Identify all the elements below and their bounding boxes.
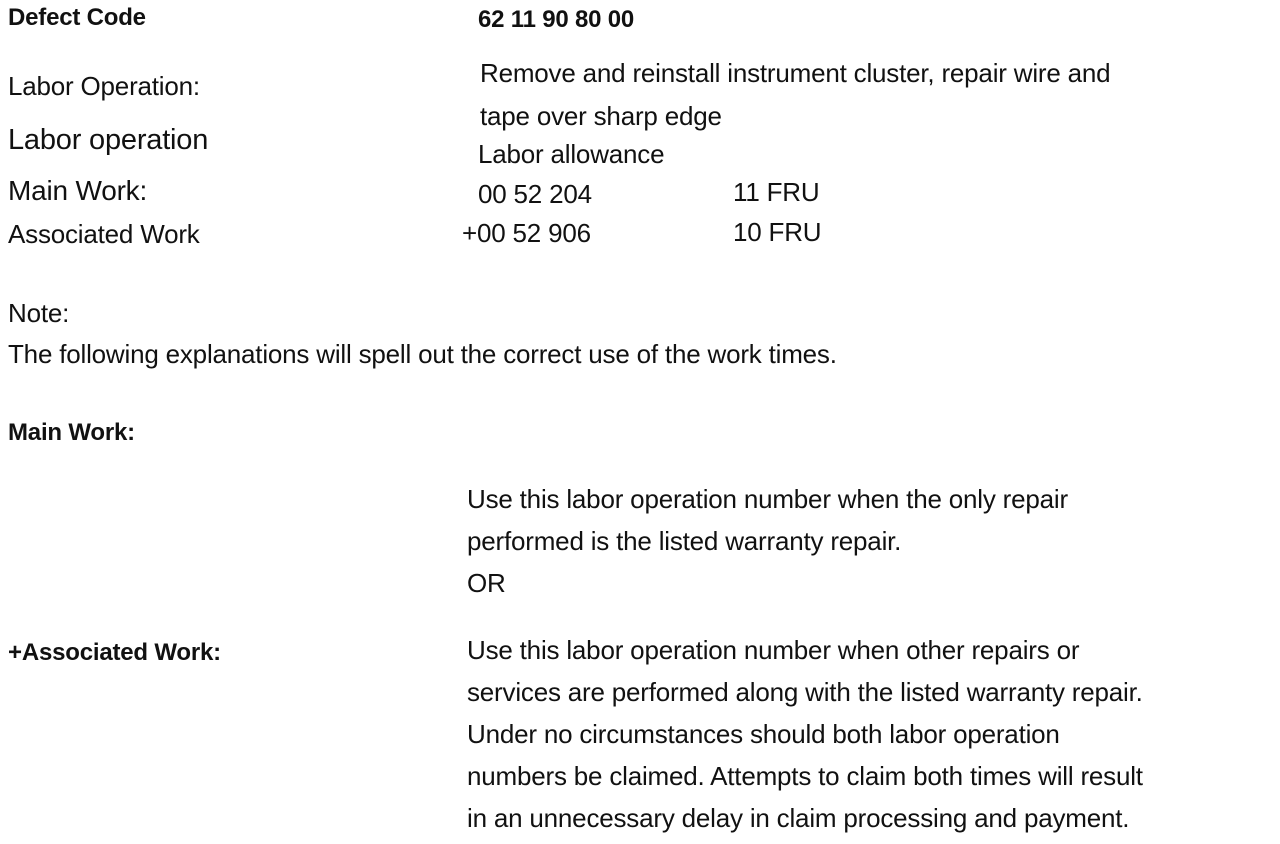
associated-work-row-label: Associated Work: [8, 219, 200, 249]
note-text: The following explanations will spell out the correct use of the work times.: [8, 339, 837, 369]
labor-operation-column-label: Labor operation: [8, 124, 209, 156]
associated-work-line: services are performed along with the listed warranty repair.: [467, 677, 1143, 707]
main-work-line: OR: [467, 568, 506, 598]
main-work-description: [467, 478, 1068, 604]
associated-work-line: Use this labor operation number when other repairs or: [467, 635, 1080, 665]
note-title: Note:: [8, 298, 70, 328]
associated-work-heading: +Associated Work:: [8, 639, 221, 666]
defect-code-value: 62 11 90 80 00: [478, 6, 635, 33]
associated-work-line: in an unnecessary delay in claim processing and payment.: [467, 803, 1130, 833]
associated-work-description: [467, 629, 1143, 839]
defect-code-label: Defect Code: [8, 4, 146, 31]
labor-operation-desc-line2: tape over sharp edge: [480, 101, 722, 131]
main-work-row-label: Main Work:: [8, 175, 148, 206]
associated-work-line: numbers be claimed. Attempts to claim both times will result: [467, 761, 1143, 791]
main-work-row-allowance: 11 FRU: [733, 177, 820, 207]
labor-operation-label: Labor Operation:: [8, 71, 200, 101]
main-work-heading: Main Work:: [8, 419, 135, 446]
associated-work-row-allowance: 10 FRU: [733, 217, 822, 247]
main-work-line: performed is the listed warranty repair.: [467, 526, 902, 556]
associated-work-line: Under no circumstances should both labor operation: [467, 719, 1060, 749]
labor-operation-desc-line1: Remove and reinstall instrument cluster, repair wire and: [480, 58, 1111, 88]
main-work-row-number: 00 52 204: [478, 179, 592, 209]
labor-allowance-column-label: Labor allowance: [478, 139, 665, 169]
associated-work-row-number: +00 52 906: [462, 218, 591, 248]
main-work-line: Use this labor operation number when the only repair: [467, 484, 1068, 514]
